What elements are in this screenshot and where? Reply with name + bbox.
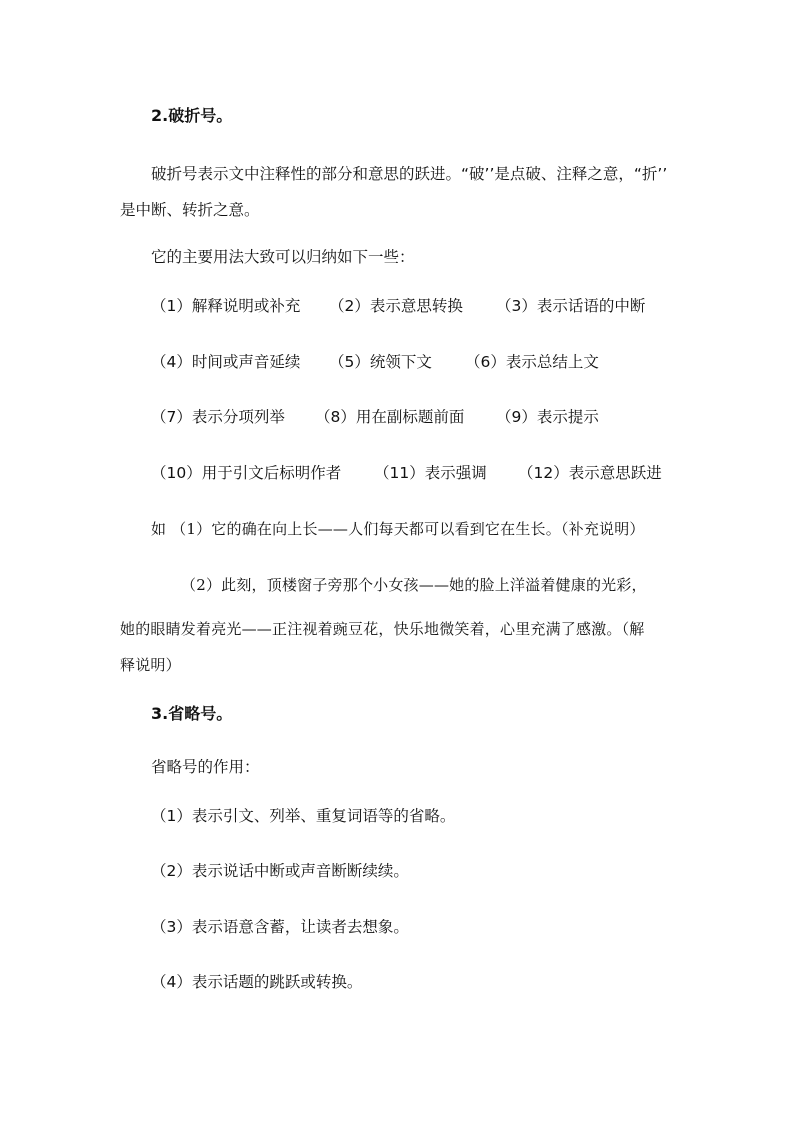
usage-item: （3）表示话语的中断 xyxy=(496,297,646,315)
usage-row-4 xyxy=(151,463,711,483)
dash-example-2-line-2: 她的眼睛发着亮光——正注视着豌豆花，快乐地微笑着，心里充满了感激。（解 xyxy=(120,620,645,638)
section-heading-ellipsis: 3.省略号。 xyxy=(151,704,233,723)
usage-item: （8）用在副标题前面 xyxy=(315,408,465,426)
usage-item: （11）表示强调 xyxy=(374,464,487,482)
section-heading-dash: 2.破折号。 xyxy=(151,106,233,125)
usage-item: （12）表示意思跃进 xyxy=(518,464,662,482)
usage-item: （10）用于引文后标明作者 xyxy=(151,464,342,482)
dash-usage-intro: 它的主要用法大致可以归纳如下一些： xyxy=(151,248,415,266)
usage-item: （6）表示总结上文 xyxy=(465,353,599,371)
usage-item: （4）时间或声音延续 xyxy=(151,353,301,371)
ellipsis-item-2: （2）表示说话中断或声音断断续续。 xyxy=(151,862,409,880)
usage-item: （5）统领下文 xyxy=(329,353,432,371)
dash-intro-line-1: 破折号表示文中注释性的部分和意思的跃进。“破’’是点破、注释之意，“折’’ xyxy=(151,165,668,183)
usage-item: （2）表示意思转换 xyxy=(329,297,463,315)
usage-item: （1）解释说明或补充 xyxy=(151,297,301,315)
usage-row-2 xyxy=(151,352,711,372)
usage-row-3 xyxy=(151,407,711,427)
ellipsis-item-3: （3）表示语意含蓄，让读者去想象。 xyxy=(151,918,409,936)
dash-example-2-line-1: （2）此刻，顶楼窗子旁那个小女孩——她的脸上洋溢着健康的光彩， xyxy=(181,576,647,594)
dash-example-2-line-3: 释说明） xyxy=(120,656,181,674)
dash-example-1: 如 （1）它的确在向上长——人们每天都可以看到它在生长。（补充说明） xyxy=(151,520,645,538)
ellipsis-usage-intro: 省略号的作用： xyxy=(151,758,260,776)
usage-row-1 xyxy=(151,296,711,316)
usage-item: （9）表示提示 xyxy=(496,408,599,426)
usage-item: （7）表示分项列举 xyxy=(151,408,285,426)
ellipsis-item-4: （4）表示话题的跳跃或转换。 xyxy=(151,973,363,991)
ellipsis-item-1: （1）表示引文、列举、重复词语等的省略。 xyxy=(151,807,456,825)
dash-intro-line-2: 是中断、转折之意。 xyxy=(120,201,260,219)
